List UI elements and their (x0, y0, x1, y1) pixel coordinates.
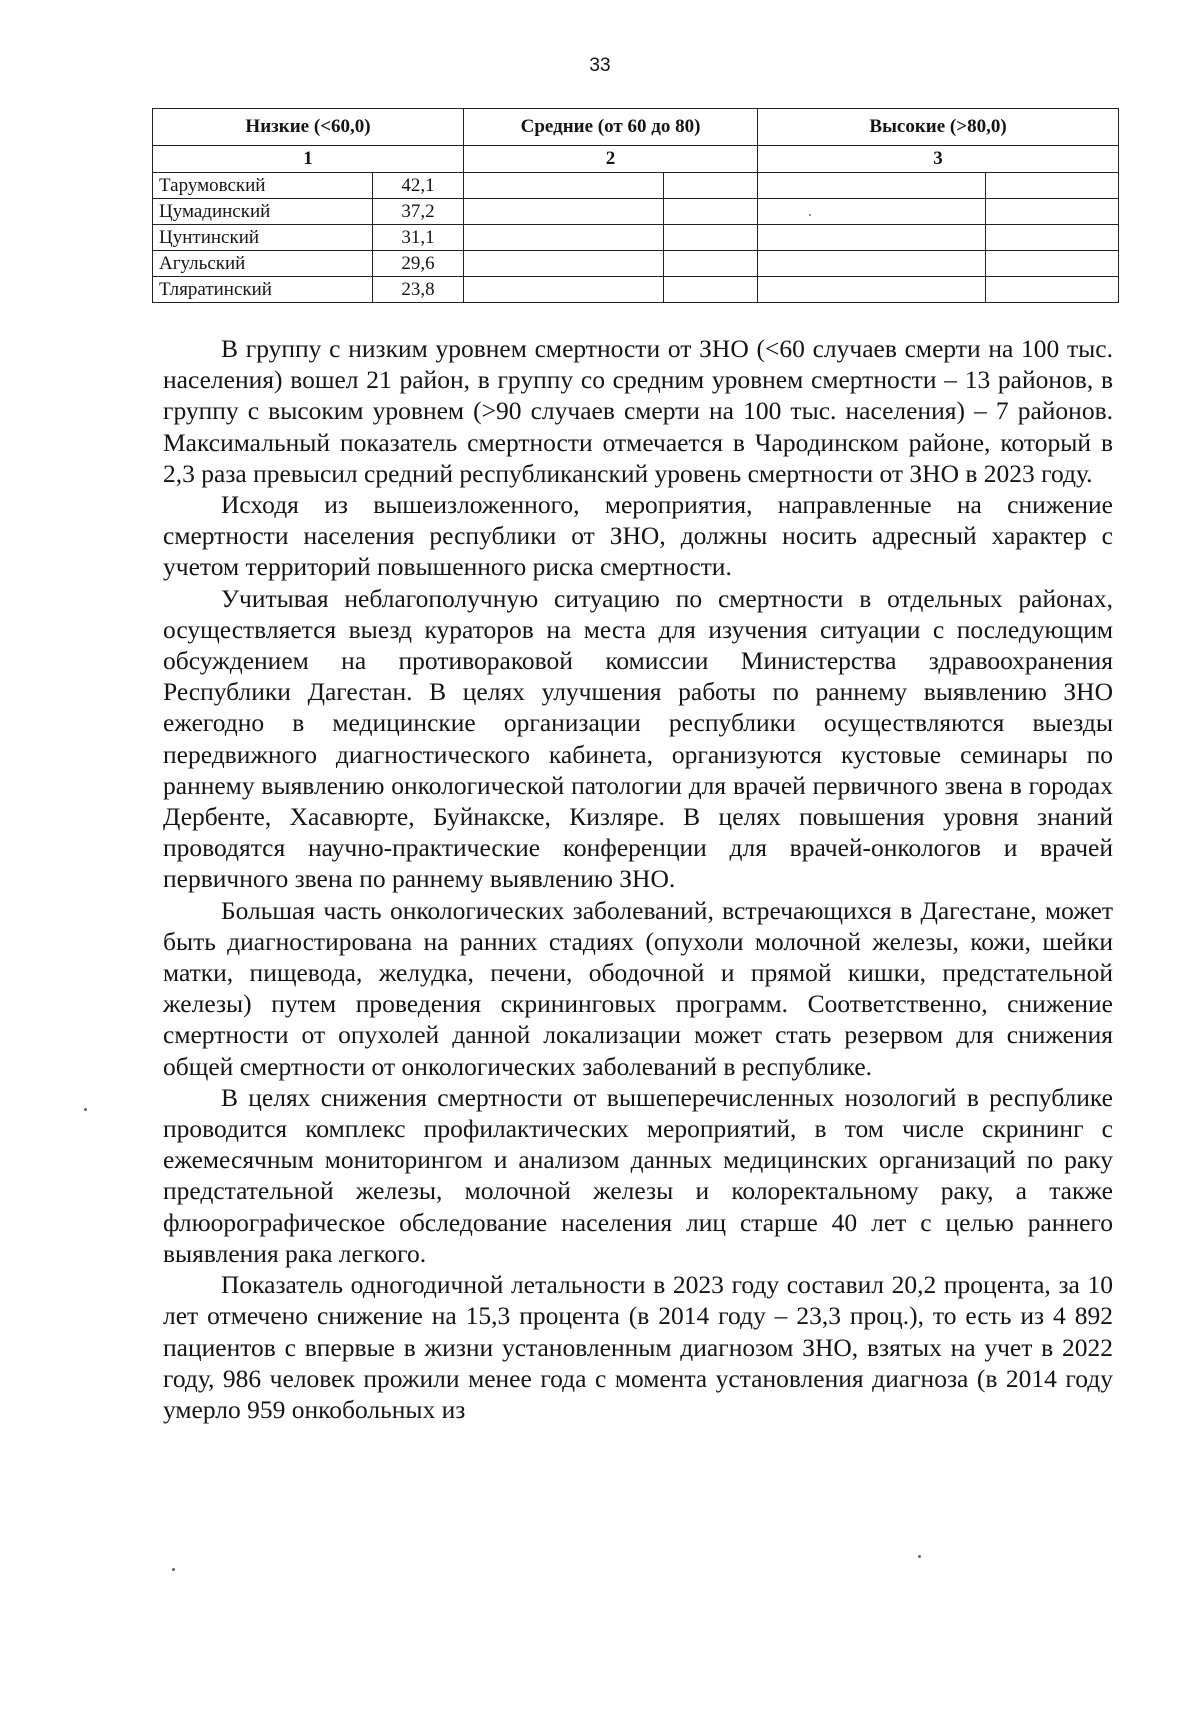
empty-cell (986, 173, 1119, 199)
empty-cell (758, 173, 986, 199)
empty-cell (986, 251, 1119, 277)
empty-cell (986, 225, 1119, 251)
empty-cell (664, 251, 758, 277)
empty-cell (664, 199, 758, 225)
scan-speck (809, 214, 811, 216)
empty-cell (664, 277, 758, 303)
district-name: Тляратинский (153, 277, 373, 303)
paragraph-targeted-measures: Исходя из вышеизложенного, мероприятия, направленные на снижение смертности населения республики от ЗНО, должны носить адресный характер с учетом территорий повышенного риска смертности. (163, 490, 1113, 582)
table-row (153, 225, 1119, 251)
district-value: 23,8 (373, 277, 464, 303)
page-number: 33 (589, 55, 611, 76)
scan-speck (172, 1568, 175, 1571)
empty-cell (664, 173, 758, 199)
table-header-row (153, 109, 1119, 146)
district-value: 37,2 (373, 199, 464, 225)
district-value: 42,1 (373, 173, 464, 199)
mortality-groups-table (152, 108, 1119, 303)
empty-cell (758, 199, 986, 225)
empty-cell (758, 277, 986, 303)
empty-cell (464, 251, 664, 277)
table-row (153, 173, 1119, 199)
paragraph-screening-measures: В целях снижения смертности от вышеперечисленных нозологий в республике проводится комплекс профилактических мероприятий, в том числе скрининг с ежемесячным мониторингом и анализом данных медицинских организаций по раку предстательной железы, молочной железы и колоректальному раку, а также флюорографическое обследование населения лиц старше 40 лет с целью раннего выявления рака легкого. (163, 1082, 1113, 1268)
header-low: Низкие (<60,0) (153, 109, 464, 146)
paragraph-curator-visits: Учитывая неблагополучную ситуацию по смертности в отдельных районах, осуществляется выезд кураторов на места для изучения ситуации с последующим обсуждением на противораковой комиссии Министерства здравоохранения Республики Дагестан. В целях улучшения работы по раннему выявлению ЗНО ежегодно в медицинские организации республики осуществляются выезды передвижного диагностического кабинета, организуются кустовые семинары по раннему выявлению онкологической патологии для врачей первичного звена в городах Дербенте, Хасавюрте, Буйнакске, Кизляре. В целях повышения уровня знаний проводятся научно-практические конференции для врачей-онкологов и врачей первичного звена по раннему выявлению ЗНО. (163, 583, 1113, 894)
paragraph-mortality-groups: В группу с низким уровнем смертности от ЗНО (<60 случаев смерти на 100 тыс. населения) вошел 21 район, в группу со средним уровнем смертности – 13 районов, в группу с высоким уровнем (>90 случаев смерти на 100 тыс. населения) – 7 районов. Максимальный показатель смертности отмечается в Чародинском районе, который в 2,3 раза превысил средний республиканский уровень смертности от ЗНО в 2023 году. (163, 334, 1113, 488)
group-number-2: 2 (464, 146, 758, 173)
empty-cell (464, 199, 664, 225)
group-number-1: 1 (153, 146, 464, 173)
table-row (153, 251, 1119, 277)
district-name: Цумадинский (153, 199, 373, 225)
empty-cell (464, 173, 664, 199)
district-value: 29,6 (373, 251, 464, 277)
district-name: Цунтинский (153, 225, 373, 251)
district-name: Тарумовский (153, 173, 373, 199)
empty-cell (758, 225, 986, 251)
header-medium: Средние (от 60 до 80) (464, 109, 758, 146)
paragraph-one-year-lethality: Показатель одногодичной летальности в 2023 году составил 20,2 процента, за 10 лет отмечено снижение на 15,3 процента (в 2014 году – 23,3 проц.), то есть из 4 892 пациентов с впервые в жизни установленным диагнозом ЗНО, взятых на учет в 2022 году, 986 человек прожили менее года с момента установления диагноза (в 2014 году умерло 959 онкобольных из (163, 1270, 1113, 1424)
empty-cell (664, 225, 758, 251)
group-number-3: 3 (758, 146, 1119, 173)
empty-cell (758, 251, 986, 277)
table-group-number-row (153, 146, 1119, 173)
scan-speck (918, 1555, 921, 1558)
table-row (153, 199, 1119, 225)
empty-cell (986, 199, 1119, 225)
scan-speck (84, 1108, 87, 1111)
empty-cell (986, 277, 1119, 303)
header-high: Высокие (>80,0) (758, 109, 1119, 146)
table-row (153, 277, 1119, 303)
district-name: Агульский (153, 251, 373, 277)
empty-cell (464, 277, 664, 303)
empty-cell (464, 225, 664, 251)
paragraph-early-diagnosis: Большая часть онкологических заболеваний, встречающихся в Дагестане, может быть диагностирована на ранних стадиях (опухоли молочной железы, кожи, шейки матки, пищевода, желудка, печени, ободочной и прямой кишки, предстательной железы) путем проведения скрининговых программ. Соответственно, снижение смертности от опухолей данной локализации может стать резервом для снижения общей смертности от онкологических заболеваний в республике. (163, 895, 1113, 1081)
body-text (163, 333, 1113, 1425)
district-value: 31,1 (373, 225, 464, 251)
